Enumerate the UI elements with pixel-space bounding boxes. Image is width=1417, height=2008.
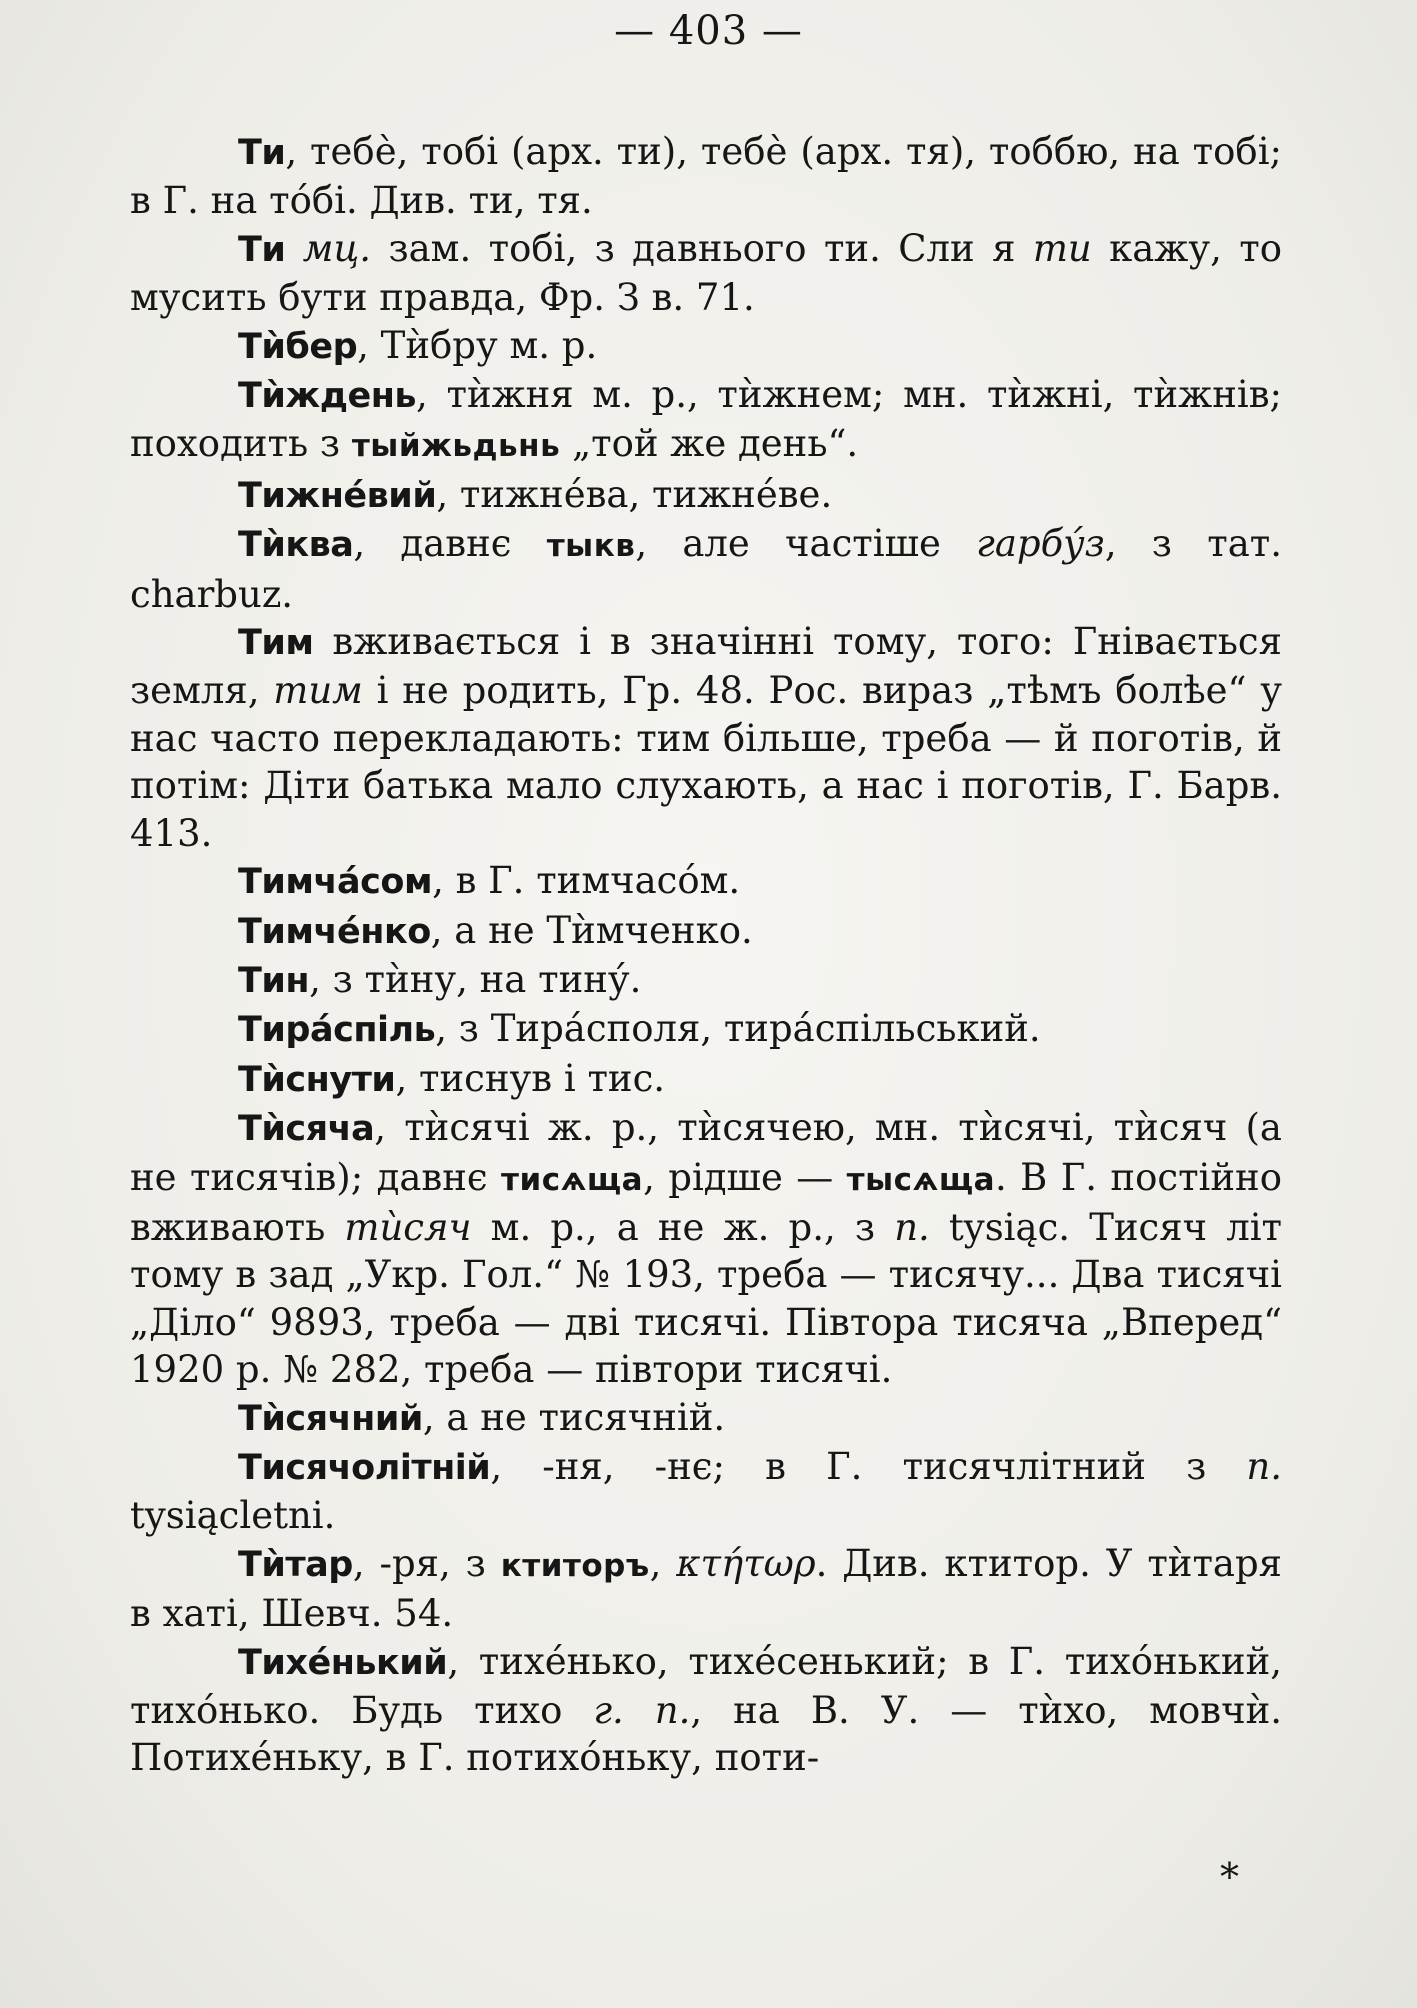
page-number: — 403 —: [614, 8, 803, 54]
headword: Тимче́нко: [238, 911, 431, 952]
entry-text: , а не Тѝмченко.: [430, 908, 753, 952]
entry-text: , тижне́ва, тижне́ве.: [436, 472, 833, 516]
entry-text: . Див. ктитор. У тѝтаря в хаті, Шевч. 54.: [130, 1541, 1283, 1636]
entry-text: , -ня, -нє; в Г. тисячлітний з: [490, 1444, 1247, 1488]
headword: Тѝсячний: [238, 1398, 423, 1439]
entry-text: , -ря, з: [352, 1541, 501, 1585]
italic-text: ти: [1032, 226, 1092, 270]
dictionary-entry: [130, 128, 1282, 225]
entry-text: , з Тира́споля, тира́спільський.: [435, 1007, 1041, 1051]
entry-text: , рідше —: [643, 1155, 847, 1199]
headword: Тин: [238, 960, 310, 1001]
dictionary-entry: [130, 907, 1282, 956]
dictionary-entry: [130, 1055, 1282, 1104]
old-slavonic-text: тысѧща: [846, 1161, 996, 1198]
entry-text: , з тат. charbuz.: [130, 522, 1282, 616]
headword: Тѝтар: [238, 1544, 353, 1585]
italic-text: κτήτωρ: [676, 1541, 816, 1585]
entry-text: , з тѝну, на тину́.: [309, 957, 642, 1001]
footer-asterisk: *: [1220, 1855, 1239, 1899]
entry-text: , а не тисячній.: [422, 1395, 726, 1439]
entry-text: , тиснув і тис.: [395, 1056, 666, 1100]
headword: Тижне́вий: [238, 475, 437, 516]
entry-text: , на В. У. — тѝхо, мовчѝ. Потихе́ньку, в Г. потихóньку, поти-: [130, 1689, 1282, 1780]
entry-text: , але частіше: [635, 522, 977, 566]
old-slavonic-text: тыкв: [546, 528, 636, 565]
entry-text: , тебѐ, тобі (арх. ти), тебѐ (арх. тя), тоббю, на тобі; в Г. на тóбі. Див. ти, тя.: [130, 130, 1282, 223]
entry-text: ,: [649, 1541, 677, 1585]
dictionary-entry: [130, 225, 1282, 322]
dictionary-entry: [130, 322, 1282, 371]
entry-text: [285, 227, 302, 270]
entry-text: , Тѝбру м. р.: [357, 323, 598, 367]
entry-text: „той же день“.: [560, 422, 859, 466]
headword: Тѝква: [238, 525, 354, 566]
old-slavonic-text: тыйжьдьнь: [351, 428, 561, 465]
old-slavonic-text: тисѧща: [501, 1161, 644, 1198]
headword: Тихе́нький: [238, 1642, 448, 1683]
old-slavonic-text: ктиторъ: [500, 1547, 650, 1584]
entry-text: вживається і в значінні тому, того: Гнівається земля,: [130, 620, 1282, 713]
dictionary-entry: [130, 1638, 1282, 1782]
entry-text: , тѝжня м. р., тѝжнем; мн. тѝжні, тѝжнів; походить з: [130, 373, 1282, 466]
dictionary-entry: [130, 1104, 1282, 1393]
headword: Тира́спіль: [238, 1010, 436, 1051]
italic-text: мц.: [302, 226, 372, 270]
dictionary-entry: [130, 1540, 1282, 1638]
headword: Тим: [238, 623, 314, 664]
headword: Тѝбер: [238, 326, 358, 367]
italic-text: тим: [273, 669, 363, 713]
entry-text: tysiącletni.: [130, 1494, 336, 1538]
entry-text: . В Г. постійно вживають: [130, 1155, 1282, 1249]
entry-text: , в Г. тимчасóм.: [432, 859, 741, 903]
entry-text: кажу, то мусить бути правда, Фр. З в. 71.: [130, 226, 1282, 320]
dictionary-entry: [130, 471, 1282, 520]
dictionary-entry: [130, 956, 1282, 1005]
italic-text: п.: [894, 1205, 930, 1249]
dictionary-entry: [130, 371, 1282, 471]
headword: Ти: [238, 133, 286, 173]
dictionary-entry: [130, 857, 1282, 906]
headword: Тѝсяча: [238, 1109, 375, 1150]
italic-text: тѝсяч: [344, 1205, 472, 1249]
entry-text: tysiąc. Тисяч літ тому в зад „Укр. Гол.“ № 193, треба — тисячу... Два тисячі „Діло“ 9893, треба — дві тисячі. Півтора тисяча „Вперед“ 1920 р. № 282, треба — півтори тисячі.: [130, 1205, 1282, 1392]
headword: Ти: [238, 229, 286, 270]
entry-text: , давнє: [353, 522, 547, 566]
entry-text: , тихе́нько, тихе́сенький; в Г. тихóнький, тихóнько. Будь тихо: [130, 1639, 1282, 1732]
headword: Тѝждень: [238, 376, 417, 417]
italic-text: гарбу́з: [976, 522, 1105, 566]
entry-text: , тѝсячі ж. р., тѝсячею, мн. тѝсячі, тѝсяч (а не тисячів); давнє: [130, 1106, 1282, 1199]
entry-text: м. р., а не ж. р., з: [471, 1205, 895, 1249]
dictionary-entry: [130, 1394, 1282, 1443]
headword: Тисячолітній: [238, 1447, 491, 1488]
dictionary-entry: [130, 1443, 1282, 1540]
dictionary-entry: [130, 618, 1282, 857]
dictionary-text: [130, 128, 1282, 1782]
headword: Тимча́сом: [238, 862, 433, 903]
entry-text: і не родить, Гр. 48. Рос. вираз „тѣмъ болѣе“ у нас часто перекладають: тим більше, треба — й поготів, й потім: Діти батька мало слухають, а нас і поготів, Г. Барв. 413.: [130, 669, 1283, 855]
italic-text: п.: [1246, 1444, 1282, 1488]
dictionary-entry: [130, 1005, 1282, 1054]
headword: Тѝснути: [238, 1059, 396, 1100]
entry-text: зам. тобі, з давнього ти. Сли я: [371, 226, 1033, 270]
dictionary-entry: [130, 520, 1282, 618]
italic-text: г. п.: [593, 1689, 691, 1732]
